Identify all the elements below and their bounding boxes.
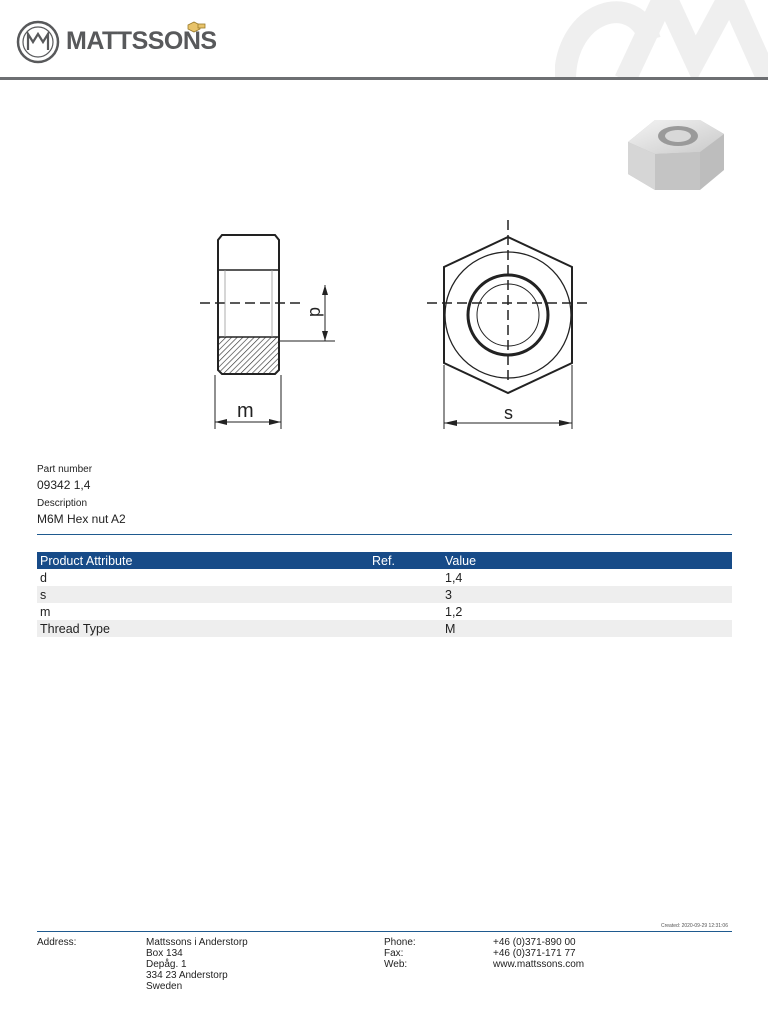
attribute-ref [369,620,442,637]
table-header-row [37,552,732,569]
address-line: Depåg. 1 [146,959,187,970]
part-number: 09342 1,4 [37,478,91,492]
col-header-value: Value [442,552,732,569]
created-timestamp: Created: 2020-09-29 12:31:06 [661,923,728,929]
address-line: Sweden [146,981,183,992]
phone-label: Phone: [384,937,416,948]
front-view [427,220,590,429]
product-attributes-table [37,552,732,637]
attribute-value: 1,4 [442,569,732,586]
section-divider [37,534,732,535]
technical-drawing [195,215,605,440]
web-link[interactable]: www.mattssons.com [493,959,585,970]
header-divider [0,77,768,80]
address-line: Mattssons i Anderstorp [146,937,248,948]
phone-value: +46 (0)371-890 00 [493,937,576,948]
table-row [37,569,732,586]
dim-label-s: s [504,403,513,423]
dim-label-d: d [306,307,326,318]
col-header-attribute: Product Attribute [37,552,369,569]
address-label: Address: [37,937,77,948]
footer-divider [37,931,732,932]
attribute-ref [369,586,442,603]
table-row [37,620,732,637]
address-line: Box 134 [146,948,183,959]
col-header-ref: Ref. [369,552,442,569]
brand-watermark [555,0,768,77]
address-block [146,937,248,992]
attribute-name: m [37,603,369,620]
page-header [0,0,768,80]
attribute-name: d [37,569,369,586]
side-view [200,235,335,429]
fax-label: Fax: [384,948,404,959]
fax-value: +46 (0)371-171 77 [493,948,576,959]
part-number-label: Part number [37,464,93,475]
attribute-name: s [37,586,369,603]
hex-nut-photo [620,112,730,196]
address-line: 334 23 Anderstorp [146,970,228,981]
table-row [37,586,732,603]
attribute-ref [369,569,442,586]
contact-values [493,937,584,970]
web-label: Web: [384,959,408,970]
dim-label-m: m [237,400,254,422]
contact-labels [384,937,416,970]
description: M6M Hex nut A2 [37,512,126,526]
attribute-value: M [442,620,732,637]
attribute-ref [369,603,442,620]
brand-name: MATTSSONS [66,27,217,55]
attribute-value: 3 [442,586,732,603]
description-label: Description [37,498,88,509]
attribute-value: 1,2 [442,603,732,620]
table-row [37,603,732,620]
attribute-name: Thread Type [37,620,369,637]
